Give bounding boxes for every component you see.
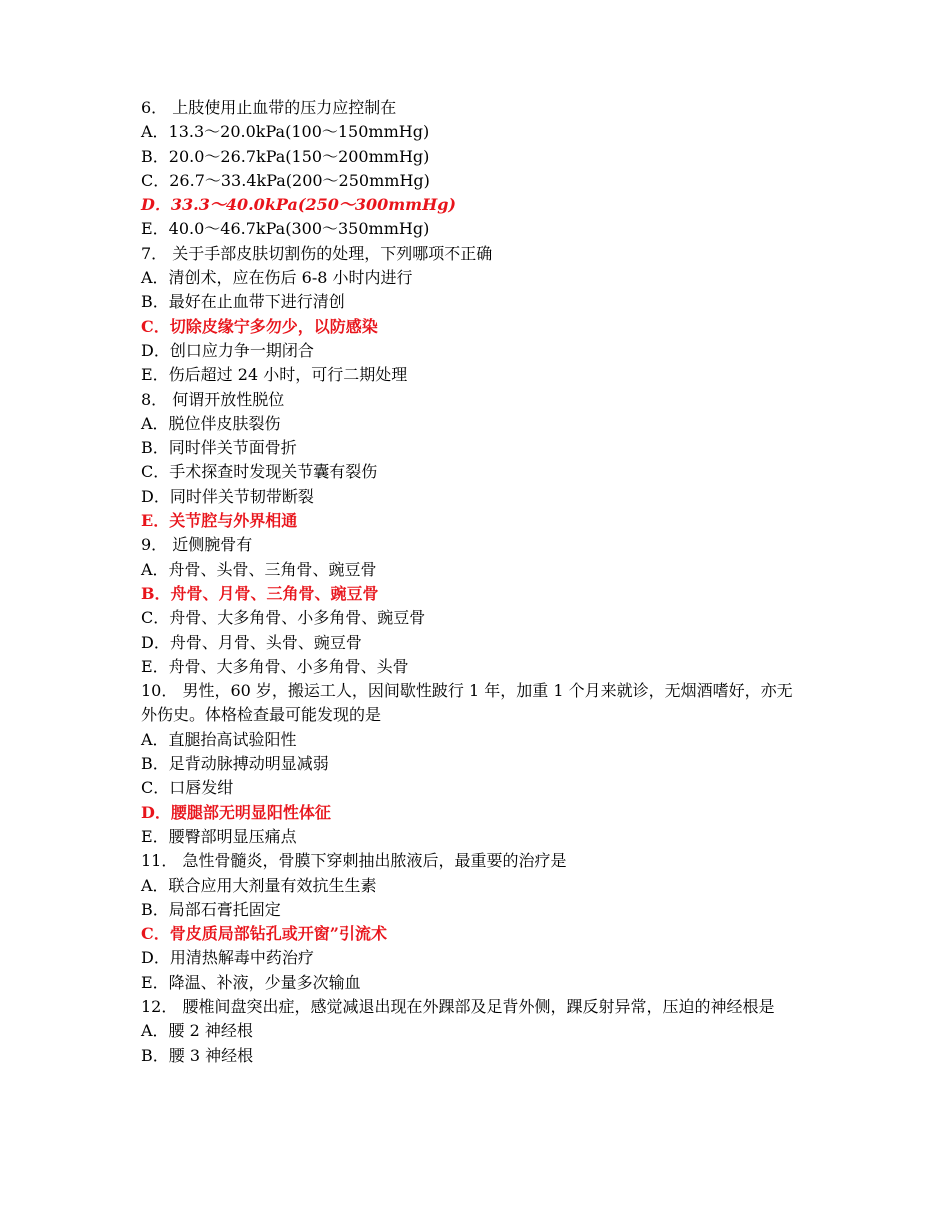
option-d: D．创口应力争一期闭合 xyxy=(141,340,314,360)
option-b: B．同时伴关节面骨折 xyxy=(141,438,297,458)
question-8 xyxy=(141,388,806,534)
option-e: E．40.0～46.7kPa(300～350mmHg) xyxy=(141,219,430,239)
option-d: D．用清热解毒中药治疗 xyxy=(141,948,314,968)
question-stem: 6． 上肢使用止血带的压力应控制在 xyxy=(141,98,397,117)
option-b: B．腰 3 神经根 xyxy=(141,1045,254,1065)
option-d: D．舟骨、月骨、头骨、豌豆骨 xyxy=(141,632,362,652)
option-a: A．直腿抬高试验阳性 xyxy=(141,729,297,749)
option-a: A．清创术，应在伤后 6-8 小时内进行 xyxy=(141,268,413,288)
option-b: B．局部石膏托固定 xyxy=(141,899,281,919)
option-c-correct-answer: C．切除皮缘宁多勿少，以防感染 xyxy=(141,316,378,336)
option-e: E．伤后超过 24 小时，可行二期处理 xyxy=(141,365,408,385)
option-c: C．手术探查时发现关节囊有裂伤 xyxy=(141,462,378,482)
option-e-correct-answer: E．关节腔与外界相通 xyxy=(141,511,298,531)
exam-page xyxy=(141,96,806,1068)
option-a: A．联合应用大剂量有效抗生生素 xyxy=(141,875,377,895)
question-stem: 9． 近侧腕骨有 xyxy=(141,535,253,555)
option-c-correct-answer: C．骨皮质局部钻孔或开窗”引流术 xyxy=(141,924,387,944)
option-b-correct-answer: B．舟骨、月骨、三角骨、豌豆骨 xyxy=(141,583,379,603)
option-d-correct-answer: D．33.3～40.0kPa(250～300mmHg) xyxy=(141,195,456,215)
option-d: D．同时伴关节韧带断裂 xyxy=(141,486,314,506)
option-e: E．降温、补液，少量多次输血 xyxy=(141,972,361,992)
option-c: C．舟骨、大多角骨、小多角骨、豌豆骨 xyxy=(141,608,426,628)
question-stem: 11． 急性骨髓炎，骨膜下穿刺抽出脓液后，最重要的治疗是 xyxy=(141,851,567,871)
option-a: A．脱位伴皮肤裂伤 xyxy=(141,413,281,433)
question-10 xyxy=(141,679,806,849)
option-b: B．最好在止血带下进行清创 xyxy=(141,292,345,312)
question-7 xyxy=(141,242,806,388)
option-d-correct-answer: D．腰腿部无明显阳性体征 xyxy=(141,802,331,822)
question-6 xyxy=(141,96,806,242)
option-b: B．20.0～26.7kPa(150～200mmHg) xyxy=(141,146,430,166)
question-stem: 8． 何谓开放性脱位 xyxy=(141,389,285,409)
option-a: A．腰 2 神经根 xyxy=(141,1021,253,1041)
question-11 xyxy=(141,849,806,995)
question-9 xyxy=(141,533,806,679)
question-stem: 7． 关于手部皮肤切割伤的处理，下列哪项不正确 xyxy=(141,243,493,263)
option-c: C．26.7～33.4kPa(200～250mmHg) xyxy=(141,170,430,190)
option-a: A．13.3～20.0kPa(100～150mmHg) xyxy=(141,122,430,142)
option-b: B．足背动脉搏动明显减弱 xyxy=(141,754,329,774)
option-c: C．口唇发绀 xyxy=(141,778,234,798)
option-e: E．舟骨、大多角骨、小多角骨、头骨 xyxy=(141,656,409,676)
option-e: E．腰臀部明显压痛点 xyxy=(141,826,297,846)
question-12 xyxy=(141,995,806,1068)
question-stem: 10． 男性，60 岁，搬运工人，因间歇性跛行 1 年，加重 1 个月来就诊，无烟酒嗜好，亦无外伤史。体格检查最可能发现的是 xyxy=(141,681,793,725)
question-stem: 12． 腰椎间盘突出症，感觉减退出现在外踝部及足背外侧，踝反射异常，压迫的神经根是 xyxy=(141,996,775,1016)
option-a: A．舟骨、头骨、三角骨、豌豆骨 xyxy=(141,559,377,579)
